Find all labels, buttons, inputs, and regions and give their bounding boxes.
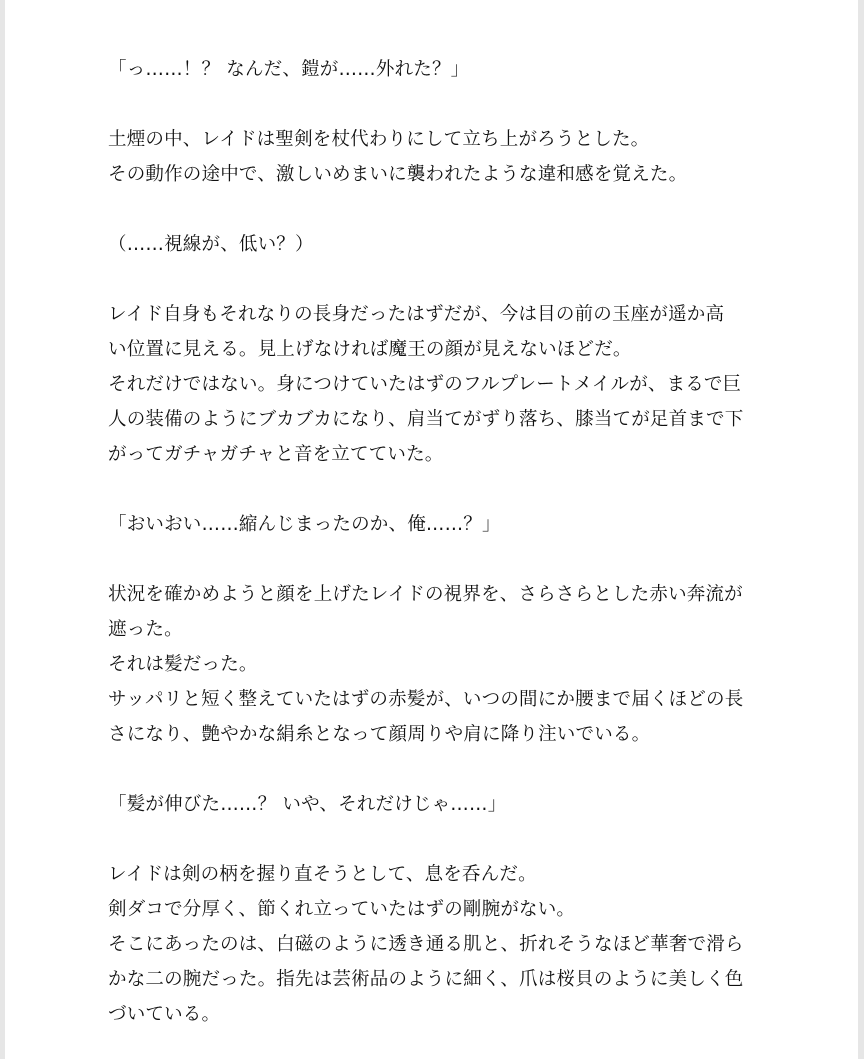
text-line: さになり、艶やかな絹糸となって顔周りや肩に降り注いでいる。 xyxy=(108,724,651,745)
paragraph-spacer xyxy=(108,87,758,122)
right-page-edge xyxy=(858,0,864,1059)
text-line: （……視線が、低い？） xyxy=(108,234,314,255)
text-line: その動作の途中で、激しいめまいに襲われたような違和感を覚えた。 xyxy=(108,164,688,185)
text-line: 遮った。 xyxy=(108,619,183,640)
paragraph-spacer xyxy=(108,472,758,507)
text-line: 「髪が伸びた……？ いや、それだけじゃ……」 xyxy=(108,794,507,815)
text-line: そこにあったのは、白磁のように透き通る肌と、折れそうなほど華奢で滑ら xyxy=(108,934,744,955)
text-line: がってガチャガチャと音を立てていた。 xyxy=(108,444,444,465)
paragraph-narration-4 xyxy=(108,857,758,1032)
paragraph-dialogue-2 xyxy=(108,507,758,542)
document-body xyxy=(108,52,758,1032)
text-line: それだけではない。身につけていたはずのフルプレートメイルが、まるで巨 xyxy=(108,374,742,395)
text-line: づいている。 xyxy=(108,1004,221,1025)
text-line: レイド自身もそれなりの長身だったはずだが、今は目の前の玉座が遥か高 xyxy=(108,304,725,325)
paragraph-spacer xyxy=(108,262,758,297)
paragraph-dialogue-3 xyxy=(108,787,758,822)
paragraph-narration-2 xyxy=(108,297,758,472)
text-line: かな二の腕だった。指先は芸術品のように細く、爪は桜貝のように美しく色 xyxy=(108,969,744,990)
text-line: 人の装備のようにブカブカになり、肩当てがずり落ち、膝当てが足首まで下 xyxy=(108,409,744,430)
text-line: 土煙の中、レイドは聖剣を杖代わりにして立ち上がろうとした。 xyxy=(108,129,650,150)
text-line: レイドは剣の柄を握り直そうとして、息を呑んだ。 xyxy=(108,864,537,885)
paragraph-spacer xyxy=(108,822,758,857)
document-page xyxy=(5,0,858,1059)
text-line: 剣ダコで分厚く、節くれ立っていたはずの剛腕がない。 xyxy=(108,899,576,920)
paragraph-spacer xyxy=(108,752,758,787)
text-line: それは髪だった。 xyxy=(108,654,258,675)
paragraph-narration-3 xyxy=(108,577,758,752)
paragraph-spacer xyxy=(108,542,758,577)
text-line: サッパリと短く整えていたはずの赤髪が、いつの間にか腰まで届くほどの長 xyxy=(108,689,744,710)
text-line: 「っ……！？ なんだ、鎧が……外れた？」 xyxy=(108,59,470,80)
text-line: 「おいおい……縮んじまったのか、俺……？」 xyxy=(108,514,501,535)
paragraph-dialogue-1 xyxy=(108,52,758,87)
paragraph-narration-1 xyxy=(108,122,758,192)
text-line: 状況を確かめようと顔を上げたレイドの視界を、さらさらとした赤い奔流が xyxy=(108,584,743,605)
paragraph-spacer xyxy=(108,192,758,227)
text-line: い位置に見える。見上げなければ魔王の顔が見えないほどだ。 xyxy=(108,339,632,360)
paragraph-thought-1 xyxy=(108,227,758,262)
